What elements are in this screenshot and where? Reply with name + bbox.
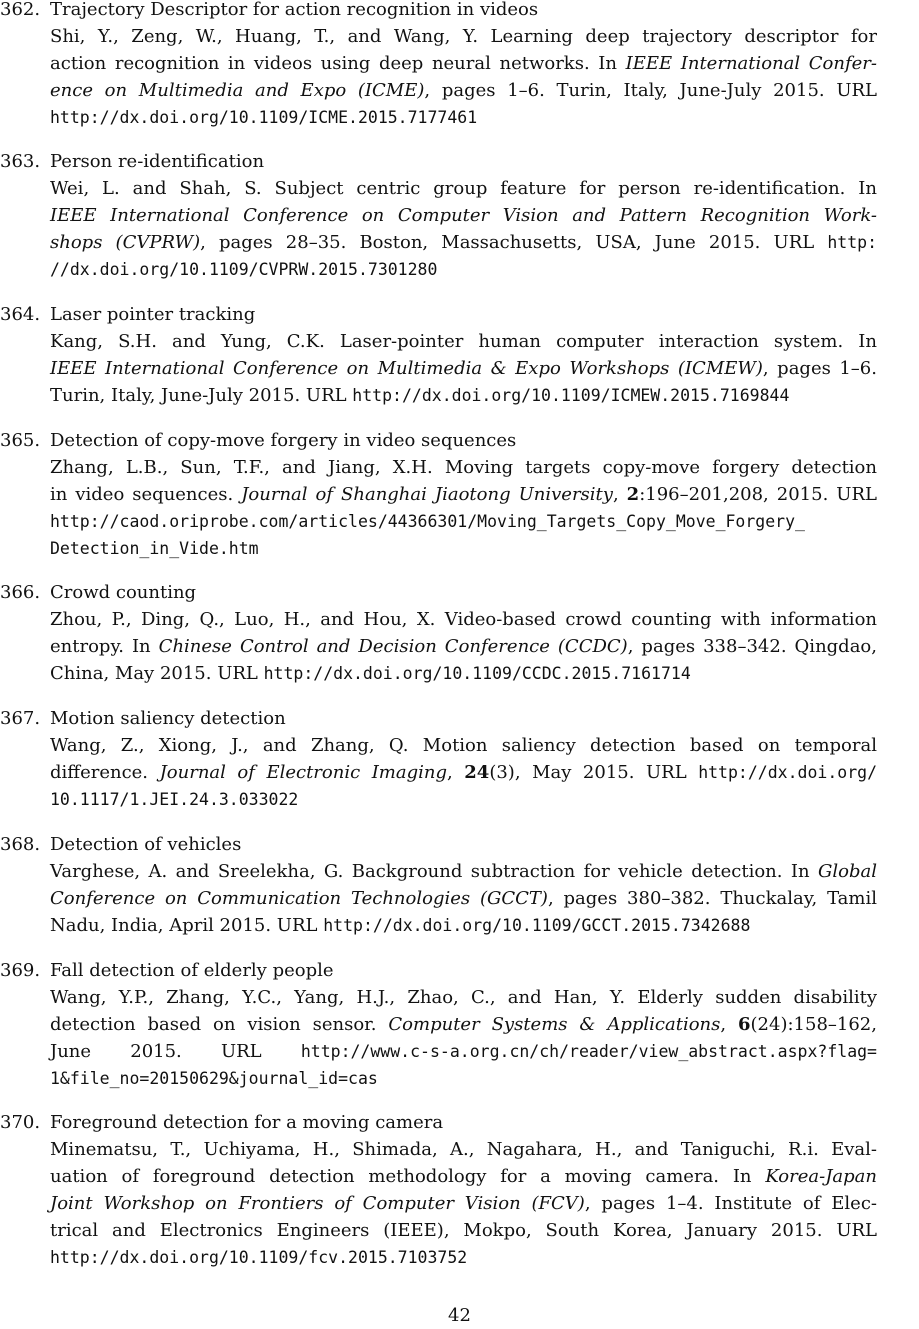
doi-link[interactable]: http://caod.oriprobe.com/articles/44366301/Moving_Targets_Copy_Move_Forgery_: [50, 512, 805, 531]
reference-topic: Fall detection of elderly people: [50, 960, 334, 981]
venue-title: shops (CVPRW): [50, 232, 201, 253]
reference-topic: Motion saliency detection: [50, 708, 286, 729]
citation-text: Minematsu, T., Uchiyama, H., Shimada, A., Nagahara, H., and Taniguchi, R.i. Eval-: [50, 1139, 877, 1160]
citation-text: , pages 1–4. Institute of Elec-: [584, 1193, 877, 1214]
reference-topic: Foreground detection for a moving camera: [50, 1112, 444, 1133]
citation-text: trical and Electronics Engineers (IEEE), Mokpo, South Korea, January 2015. URL: [50, 1220, 877, 1241]
doi-link[interactable]: Detection_in_Vide.htm: [50, 539, 259, 558]
reference-number: 363.: [0, 151, 41, 172]
citation-text: Wang, Y.P., Zhang, Y.C., Yang, H.J., Zhao, C., and Han, Y. Elderly sudden disability: [50, 987, 877, 1008]
citation-line: [50, 328, 877, 355]
citation-line: [50, 759, 877, 786]
doi-link[interactable]: 1&file_no=20150629&journal_id=cas: [50, 1069, 378, 1088]
citation-text: uation of foreground detection methodology for a moving camera. In: [50, 1166, 766, 1187]
citation-text: ,: [612, 484, 627, 505]
citation-line: [50, 508, 877, 535]
volume-number: 6: [738, 1014, 751, 1035]
citation-line: [50, 1065, 378, 1092]
reference-topic: Detection of vehicles: [50, 834, 242, 855]
doi-link[interactable]: http://dx.doi.org/10.1109/fcv.2015.7103752: [50, 1248, 468, 1267]
reference-number: 369.: [0, 960, 41, 981]
citation-text: , pages 380–382. Thuckalay, Tamil: [547, 888, 877, 909]
doi-link[interactable]: 10.1117/1.JEI.24.3.033022: [50, 790, 299, 809]
citation-line: [50, 50, 877, 77]
citation-line: [50, 535, 259, 562]
citation-line: [50, 660, 691, 687]
citation-line: [50, 256, 437, 283]
citation-text: , pages 28–35. Boston, Massachusetts, USA, June 2015. URL: [200, 232, 828, 253]
doi-link[interactable]: http://dx.doi.org/10.1109/ICMEW.2015.7169844: [352, 386, 790, 405]
doi-link[interactable]: http://www.c-s-a.org.cn/ch/reader/view_abstract.aspx?flag=: [300, 1042, 877, 1061]
doi-link[interactable]: http://dx.doi.org/10.1109/CCDC.2015.7161714: [263, 664, 691, 683]
citation-text: (3), May 2015. URL: [489, 762, 699, 783]
venue-title: Joint Workshop on Frontiers of Computer Vision (FCV): [50, 1193, 585, 1214]
citation-line: [50, 454, 877, 481]
venue-title: ence on Multimedia and Expo (ICME): [50, 80, 425, 101]
reference-topic: Laser pointer tracking: [50, 304, 256, 325]
venue-title: Chinese Control and Decision Conference (CCDC): [158, 636, 628, 657]
doi-link[interactable]: //dx.doi.org/10.1109/CVPRW.2015.7301280: [50, 260, 438, 279]
citation-text: :196–201,208, 2015. URL: [639, 484, 877, 505]
reference-topic: Crowd counting: [50, 582, 197, 603]
citation-line: [50, 912, 750, 939]
citation-line: [50, 1038, 877, 1065]
citation-line: [50, 858, 877, 885]
citation-text: Kang, S.H. and Yung, C.K. Laser-pointer human computer interaction system. In: [50, 331, 877, 352]
citation-line: [50, 633, 877, 660]
citation-text: Nadu, India, April 2015. URL: [50, 915, 324, 936]
reference-number: 368.: [0, 834, 41, 855]
citation-line: [50, 984, 877, 1011]
reference-number: 366.: [0, 582, 41, 603]
reference-number: 370.: [0, 1112, 41, 1133]
citation-line: [50, 175, 877, 202]
citation-text: Varghese, A. and Sreelekha, G. Background subtraction for vehicle detection. In: [50, 861, 819, 882]
citation-line: [50, 1011, 877, 1038]
reference-topic: Trajectory Descriptor for action recognition in videos: [50, 0, 539, 20]
citation-text: Zhou, P., Ding, Q., Luo, H., and Hou, X. Video-based crowd counting with information: [50, 609, 877, 630]
citation-line: [50, 732, 877, 759]
doi-link[interactable]: http://dx.doi.org/: [698, 763, 877, 782]
citation-line: [50, 1244, 467, 1271]
citation-line: [50, 1217, 877, 1244]
reference-number: 364.: [0, 304, 41, 325]
venue-title: Global: [818, 861, 877, 882]
citation-text: , pages 1–6. Turin, Italy, June-July 2015. URL: [424, 80, 877, 101]
citation-line: [50, 23, 877, 50]
citation-text: Zhang, L.B., Sun, T.F., and Jiang, X.H. Moving targets copy-move forgery detection: [50, 457, 877, 478]
venue-title: IEEE International Confer-: [625, 53, 877, 74]
citation-line: [50, 1136, 877, 1163]
volume-number: 24: [464, 762, 490, 783]
venue-title: IEEE International Conference on Computer Vision and Pattern Recognition Work-: [50, 205, 877, 226]
doi-link[interactable]: http:: [827, 233, 877, 252]
citation-text: detection based on vision sensor.: [50, 1014, 389, 1035]
citation-line: [50, 786, 298, 813]
citation-line: [50, 481, 877, 508]
reference-topic: Detection of copy-move forgery in video sequences: [50, 430, 517, 451]
citation-text: , pages 1–6.: [762, 358, 877, 379]
citation-line: [50, 1190, 877, 1217]
reference-topic: Person re-identification: [50, 151, 265, 172]
reference-number: 367.: [0, 708, 41, 729]
venue-title: IEEE International Conference on Multimedia & Expo Workshops (ICMEW): [50, 358, 763, 379]
citation-line: [50, 355, 877, 382]
venue-title: Journal of Electronic Imaging: [159, 762, 448, 783]
citation-line: [50, 229, 877, 256]
citation-line: [50, 202, 877, 229]
venue-title: Conference on Communication Technologies (GCCT): [50, 888, 548, 909]
volume-number: 2: [626, 484, 640, 505]
citation-text: Turin, Italy, June-July 2015. URL: [50, 385, 353, 406]
citation-text: entropy. In: [50, 636, 159, 657]
citation-text: in video sequences.: [50, 484, 242, 505]
citation-line: [50, 104, 477, 131]
citation-text: Wang, Z., Xiong, J., and Zhang, Q. Motion saliency detection based on temporal: [50, 735, 877, 756]
citation-line: [50, 77, 877, 104]
doi-link[interactable]: http://dx.doi.org/10.1109/GCCT.2015.7342688: [323, 916, 751, 935]
reference-number: 362.: [0, 0, 41, 20]
citation-line: [50, 1163, 877, 1190]
citation-text: , pages 338–342. Qingdao,: [627, 636, 877, 657]
citation-line: [50, 382, 789, 409]
citation-text: Wei, L. and Shah, S. Subject centric group feature for person re-identification. In: [50, 178, 877, 199]
citation-line: [50, 606, 877, 633]
reference-number: 365.: [0, 430, 41, 451]
citation-text: Shi, Y., Zeng, W., Huang, T., and Wang, Y. Learning deep trajectory descriptor for: [50, 26, 877, 47]
page-number: 42: [448, 1305, 471, 1326]
citation-text: (24):158–162,: [750, 1014, 877, 1035]
venue-title: Korea-Japan: [765, 1166, 877, 1187]
citation-text: difference.: [50, 762, 160, 783]
doi-link[interactable]: http://dx.doi.org/10.1109/ICME.2015.7177461: [50, 108, 478, 127]
venue-title: Computer Systems & Applications: [388, 1014, 721, 1035]
citation-text: China, May 2015. URL: [50, 663, 264, 684]
citation-text: ,: [720, 1014, 738, 1035]
venue-title: Journal of Shanghai Jiaotong University: [241, 484, 613, 505]
citation-text: June 2015. URL: [50, 1041, 301, 1062]
citation-line: [50, 885, 877, 912]
citation-text: action recognition in videos using deep neural networks. In: [50, 53, 626, 74]
citation-text: ,: [447, 762, 465, 783]
